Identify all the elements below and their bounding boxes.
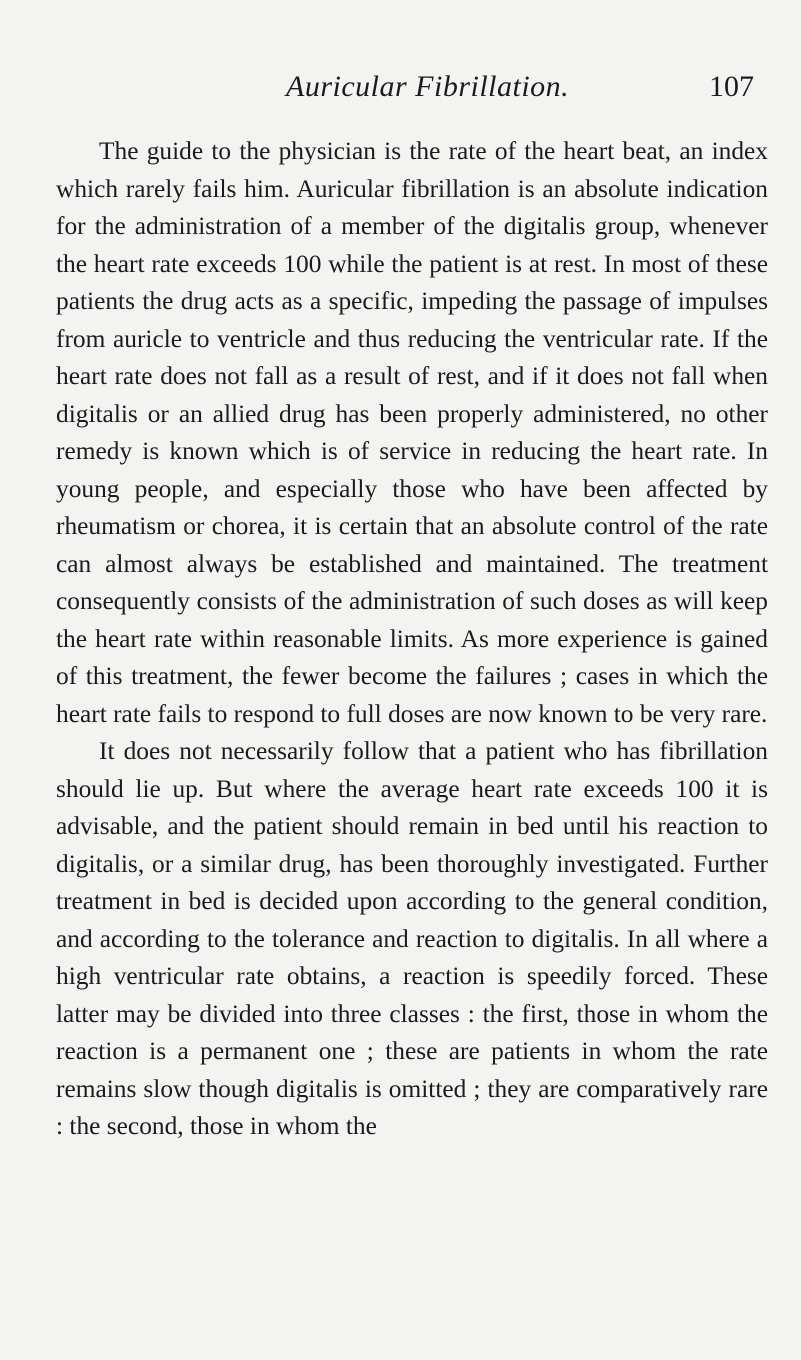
paragraph-1: The guide to the physician is the rate of the heart beat, an index which rarely fails him. Auricular fibrillation is an absolute indication for the administration of a member of the digitalis group, whenever the heart rate exceeds 100 while the patient is at rest. In most of these patients the drug acts as a specific, impeding the passage of impulses from auricle to ventricle and thus reducing the ventricular rate. If the heart rate does not fall as a result of rest, and if it does not fall when digitalis or an allied drug has been properly administered, no other remedy is known which is of service in reducing the heart rate. In young people, and especially those who have been affected by rheumatism or chorea, it is certain that an absolute control of the rate can almost always be established and maintained. The treatment consequently consists of the administration of such doses as will keep the heart rate within reasonable limits. As more experience is gained of this treatment, the fewer become the failures ; cases in which the heart rate fails to respond to full doses are now known to be very rare. [56,137,768,728]
running-head [0,70,801,114]
body-text [56,133,768,1146]
paragraph-2: It does not necessarily follow that a patient who has fibrillation should lie up. But where the average heart rate exceeds 100 it is advisable, and the patient should remain in bed until his reaction to digitalis, or a similar drug, has been thoroughly investigated. Further treatment in bed is decided upon according to the general condition, and according to the tolerance and reaction to digitalis. In all where a high ventricular rate obtains, a reaction is speedily forced. These latter may be divided into three classes : the first, those in whom the reaction is a permanent one ; these are patients in whom the rate remains slow though digitalis is omitted ; they are comparatively rare : the second, those in whom the [56,737,768,1140]
running-title: Auricular Fibrillation. [286,70,570,103]
page-number: 107 [709,70,754,103]
